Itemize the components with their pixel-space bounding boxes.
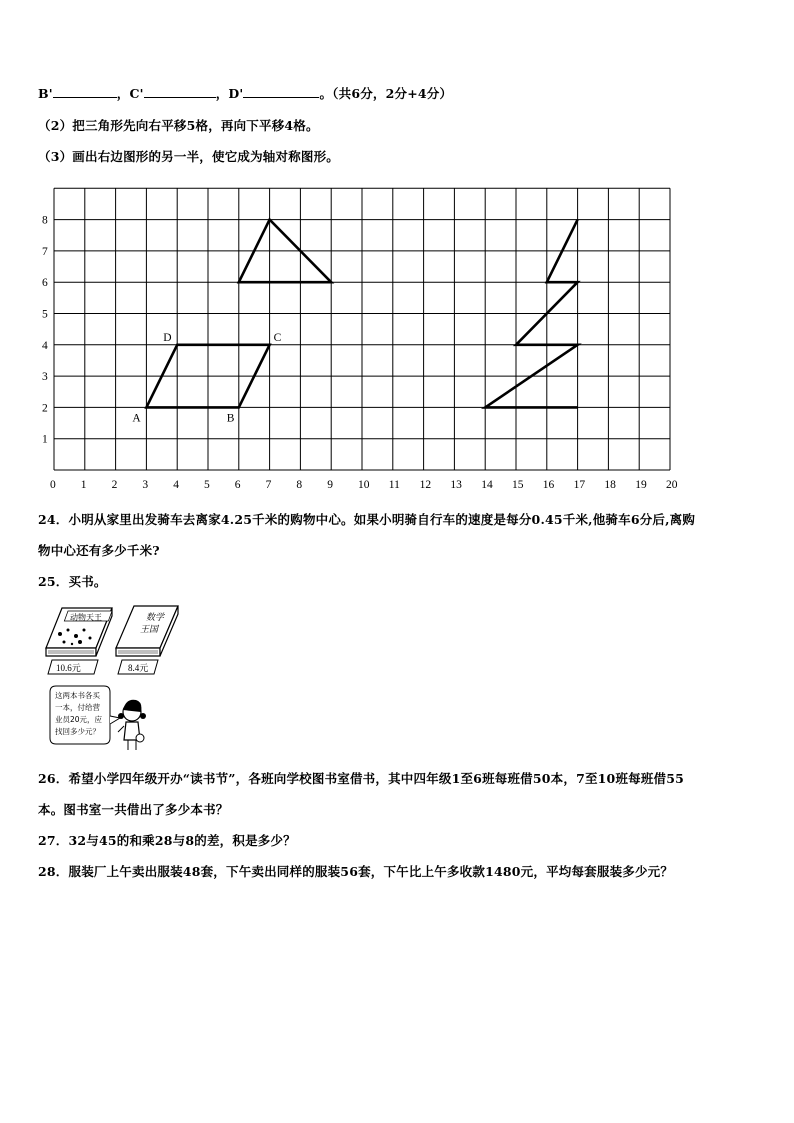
x-tick-label: 15	[512, 479, 524, 491]
x-tick-label: 5	[204, 479, 210, 491]
q26-line1: 26．希望小学四年级开办“读书节”，各班向学校图书室借书，其中四年级1至6班每班借50本，7至10班每班借55	[38, 771, 685, 786]
x-tick-label: 20	[666, 479, 678, 491]
x-tick-label: 0	[50, 479, 56, 491]
q24-line2: 物中心还有多少千米?	[38, 543, 160, 558]
x-tick-label: 3	[142, 479, 149, 491]
q23-part2: （2）把三角形先向右平移5格，再向下平移4格。	[38, 118, 319, 133]
x-tick-label: 2	[111, 479, 118, 491]
x-tick-label: 12	[419, 479, 432, 491]
x-tick-label: 1	[80, 479, 87, 491]
q27: 27．32与45的和乘28与8的差，积是多少？	[38, 833, 296, 848]
x-tick-label: 17	[573, 479, 586, 491]
score-note: 。（共6分，2分+4分）	[319, 86, 453, 101]
q25-title: 25．买书。	[38, 574, 107, 589]
book2-title-line2: 王国	[140, 625, 159, 635]
x-tick-label: 10	[358, 479, 370, 491]
x-tick-label: 18	[604, 479, 616, 491]
x-tick-label: 6	[234, 479, 241, 491]
q24-line1: 24．小明从家里出发骑车去离家4.25千米的购物中心。如果小明骑自行车的速度是每分0.45千米,他骑车6分后,离购	[38, 512, 696, 527]
point-c-label: C	[273, 331, 282, 344]
x-tick-label: 7	[265, 479, 272, 491]
point-b-label: B	[226, 412, 235, 425]
tick-labels	[42, 215, 678, 491]
book1-price: 10.6元	[56, 663, 81, 673]
x-tick-label: 4	[173, 479, 179, 491]
book2-title-line1: 数学	[146, 613, 165, 623]
y-tick-label: 1	[42, 433, 48, 446]
q26-line2: 本。图书室一共借出了多少本书？	[38, 802, 229, 817]
speech-line3: 业员20元，应	[55, 715, 103, 724]
speech-line2: 一本，付给营	[55, 703, 100, 712]
y-tick-label: 4	[42, 339, 48, 352]
x-tick-label: 16	[542, 479, 555, 491]
girl-figure-icon	[118, 700, 146, 750]
point-a-label: A	[132, 412, 141, 425]
x-tick-label: 13	[450, 479, 462, 491]
y-tick-label: 5	[42, 308, 48, 321]
book-animal-king	[46, 608, 112, 674]
speech-line1: 这两本书各买	[55, 691, 100, 700]
point-d-label: D	[163, 331, 172, 344]
x-tick-label: 19	[635, 479, 647, 491]
grid-lines	[54, 188, 670, 470]
b-prime-label: B'	[38, 86, 53, 101]
book1-title: 动物天王	[70, 613, 102, 622]
y-tick-label: 6	[42, 277, 48, 290]
books-illustration	[40, 600, 200, 760]
c-prime-label: ，C'	[116, 86, 144, 101]
q23-part3: （3）画出右边图形的另一半，使它成为轴对称图形。	[38, 149, 339, 164]
x-tick-label: 11	[388, 479, 400, 491]
coordinate-grid	[0, 0, 794, 500]
speech-line4: 找回多少元？	[55, 727, 100, 736]
y-tick-label: 8	[42, 214, 48, 227]
speech-bubble	[50, 686, 120, 744]
book2-price: 8.4元	[128, 663, 149, 673]
x-tick-label: 8	[296, 479, 303, 491]
x-tick-label: 14	[481, 479, 493, 491]
y-tick-label: 7	[42, 245, 48, 258]
y-tick-label: 2	[42, 402, 48, 415]
x-tick-label: 9	[327, 479, 333, 491]
q28: 28．服装厂上午卖出服装48套，下午卖出同样的服装56套，下午比上午多收款1480元，平均每套服装多少元？	[38, 864, 674, 879]
y-tick-label: 3	[42, 371, 48, 384]
book-math-kingdom	[116, 606, 178, 674]
d-prime-label: ，D'	[215, 86, 244, 101]
